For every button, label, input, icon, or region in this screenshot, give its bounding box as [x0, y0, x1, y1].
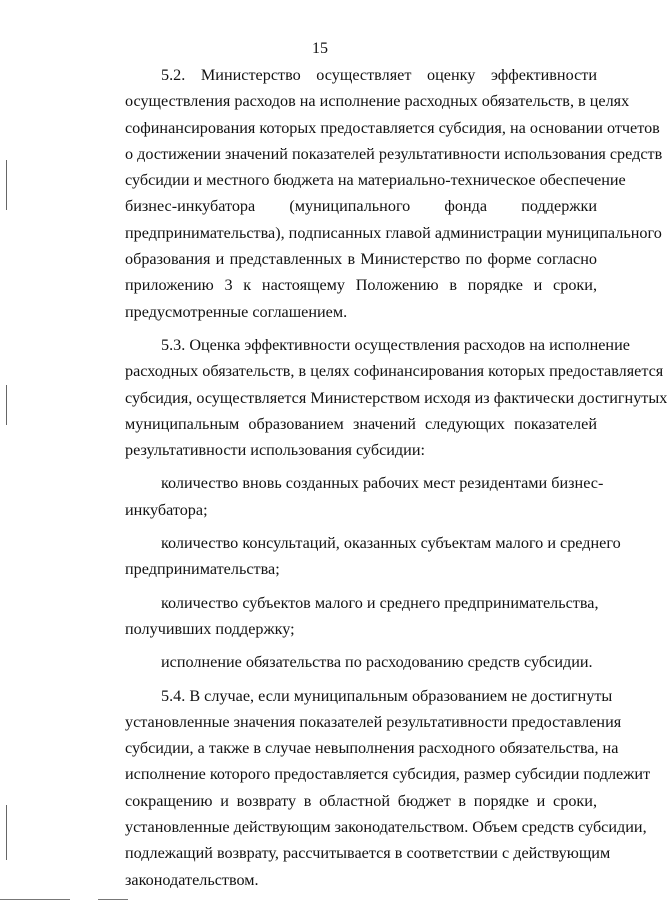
text-line: о достижении значений показателей результативности использования средств — [125, 144, 663, 163]
text-line: результативности использования субсидии: — [125, 441, 425, 460]
paragraph-5-3 — [89, 332, 667, 463]
text-line: инкубатора; — [125, 500, 208, 519]
text-line: исполнение которого предоставляется субсидия, размер субсидии подлежит — [125, 765, 651, 784]
document-body — [89, 62, 667, 893]
scan-bottom-dash — [0, 899, 70, 900]
text-line: приложению 3 к настоящему Положению в порядке и сроки, — [125, 276, 597, 295]
text-line: установленные значения показателей результативности предоставления — [125, 712, 622, 731]
indicator-item-supported-subjects — [89, 590, 597, 643]
text-line: 5.3. Оценка эффективности осуществления расходов на исполнение — [161, 335, 630, 354]
text-line: количество вновь созданных рабочих мест резидентами бизнес- — [161, 474, 604, 493]
text-line: осуществления расходов на исполнение расходных обязательств, в целях — [125, 92, 630, 111]
scan-edge-mark — [6, 385, 7, 425]
scan-edge-mark — [6, 805, 7, 860]
indicator-item-jobs — [89, 470, 604, 523]
text-line: количество консультаций, оказанных субъектам малого и среднего — [161, 534, 621, 553]
paragraph-5-4 — [89, 683, 651, 893]
paragraph-5-2 — [89, 62, 663, 325]
text-line: бизнес-инкубатора (муниципального фонда поддержки — [125, 197, 597, 216]
text-line: 5.4. В случае, если муниципальным образованием не достигнуты — [161, 686, 613, 705]
text-line: 5.2. Министерство осуществляет оценку эффективности — [161, 66, 597, 84]
indicator-item-consultations — [89, 530, 621, 583]
text-line: исполнение обязательства по расходованию средств субсидии. — [161, 653, 593, 672]
text-line: софинансирования которых предоставляется субсидия, на основании отчетов — [125, 118, 660, 137]
text-line: муниципальным образованием значений следующих показателей — [125, 414, 597, 433]
scan-bottom-dash — [98, 899, 128, 900]
text-line: предусмотренные соглашением. — [125, 302, 348, 321]
text-line: получивших поддержку; — [125, 619, 295, 638]
text-line: образования и представленных в Министерство по форме согласно — [125, 250, 597, 269]
text-line: сокращению и возврату в областной бюджет в порядке и сроки, — [125, 791, 597, 810]
text-line: установленные действующим законодательством. Объем средств субсидии, — [125, 818, 647, 837]
text-line: расходных обязательств, в целях софинансирования которых предоставляется — [125, 362, 664, 381]
text-line: подлежащий возврату, рассчитывается в соответствии с действующим — [125, 844, 611, 863]
text-line: количество субъектов малого и среднего предпринимательства, — [161, 593, 599, 612]
text-line: предпринимательства; — [125, 560, 280, 579]
page-number: 15 — [312, 40, 328, 57]
text-line: субсидии, а также в случае невыполнения расходного обязательства, на — [125, 739, 619, 758]
text-line: предпринимательства), подписанных главой администрации муниципального — [125, 223, 662, 242]
indicator-item-spending — [89, 649, 597, 675]
text-line: субсидии и местного бюджета на материально-техническое обеспечение — [125, 171, 626, 190]
text-line: субсидия, осуществляется Министерством исходя из фактически достигнутых — [125, 388, 667, 407]
text-line: законодательством. — [125, 870, 259, 889]
scan-edge-mark — [6, 160, 7, 210]
